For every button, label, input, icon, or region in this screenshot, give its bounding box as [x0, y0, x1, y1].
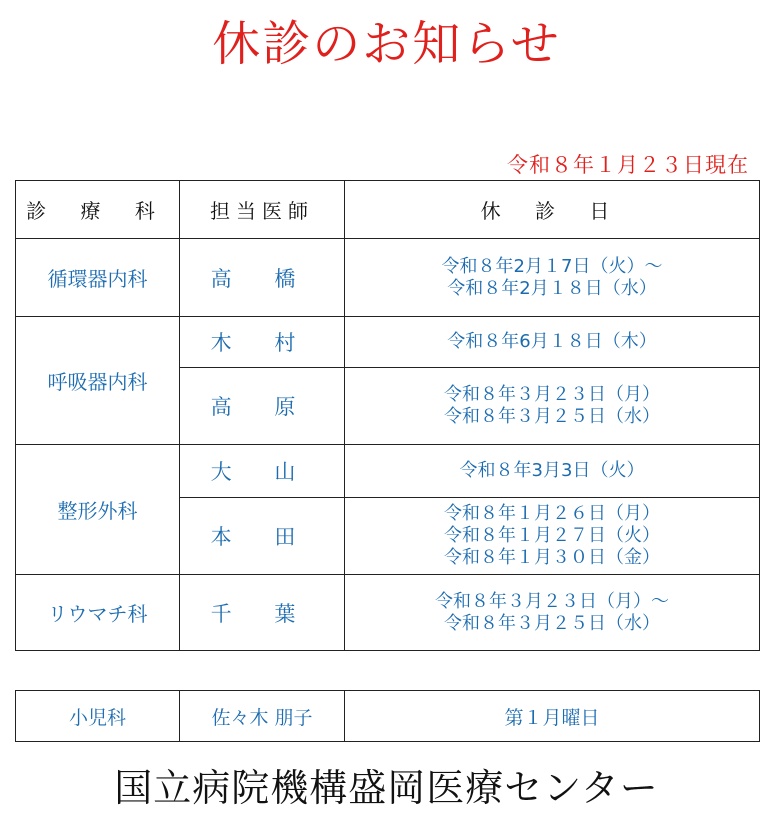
department-cell: 循環器内科 — [16, 239, 180, 317]
closed-date: 令和８年１月２６日（月） — [444, 503, 660, 524]
closed-date: 令和８年2月１7日（火）～ — [441, 255, 663, 277]
closed-date: 令和８年3月3日（火） — [459, 460, 645, 481]
department-cell: 整形外科 — [16, 445, 180, 575]
department-cell: リウマチ科 — [16, 575, 180, 651]
closed-date: 令和８年３月２５日（水） — [444, 406, 660, 427]
closed-date: 令和８年３月２５日（水） — [444, 612, 660, 634]
closure-schedule-table — [15, 180, 760, 651]
department-cell: 呼吸器内科 — [16, 317, 180, 445]
closed-date: 令和８年１月３０日（金） — [444, 547, 660, 568]
closed-date: 令和８年３月２３日（月） — [444, 384, 660, 405]
table-row — [16, 445, 760, 498]
table-header-row — [16, 181, 760, 239]
doctor-cell: 大 山 — [180, 445, 345, 498]
pediatrics-table — [15, 690, 760, 742]
table-row — [16, 575, 760, 651]
closed-dates-cell — [345, 239, 760, 317]
doctor-cell: 本 田 — [180, 498, 345, 575]
closed-date: 令和８年１月２７日（火） — [444, 525, 660, 546]
doctor-cell: 千 葉 — [180, 575, 345, 651]
doctor-cell: 木 村 — [180, 317, 345, 368]
closed-dates-cell — [345, 368, 760, 445]
closed-dates-cell — [345, 445, 760, 498]
as-of-date: 令和８年１月２３日現在 — [507, 153, 749, 177]
doctor-cell: 高 橋 — [180, 239, 345, 317]
page-title: 休診のお知らせ — [212, 16, 561, 72]
header-closed-days: 休 診 日 — [345, 181, 760, 239]
closed-date: 令和８年2月１８日（水） — [447, 277, 657, 299]
pediatrics-closed-days: 第１月曜日 — [345, 691, 760, 742]
closed-dates-cell — [345, 575, 760, 651]
table-row — [16, 317, 760, 368]
doctor-cell: 高 原 — [180, 368, 345, 445]
closed-dates-cell — [345, 317, 760, 368]
header-doctor: 担当医師 — [180, 181, 345, 239]
closed-date: 令和８年6月１８日（木） — [447, 331, 657, 352]
hospital-name: 国立病院機構盛岡医療センター — [114, 766, 659, 810]
closed-dates-cell — [345, 498, 760, 575]
table-row — [16, 239, 760, 317]
header-department: 診 療 科 — [16, 181, 180, 239]
pediatrics-doctor: 佐々木 朋子 — [180, 691, 345, 742]
closed-date: 令和８年３月２３日（月）～ — [435, 590, 669, 612]
pediatrics-department: 小児科 — [16, 691, 180, 742]
table-row — [16, 691, 760, 742]
